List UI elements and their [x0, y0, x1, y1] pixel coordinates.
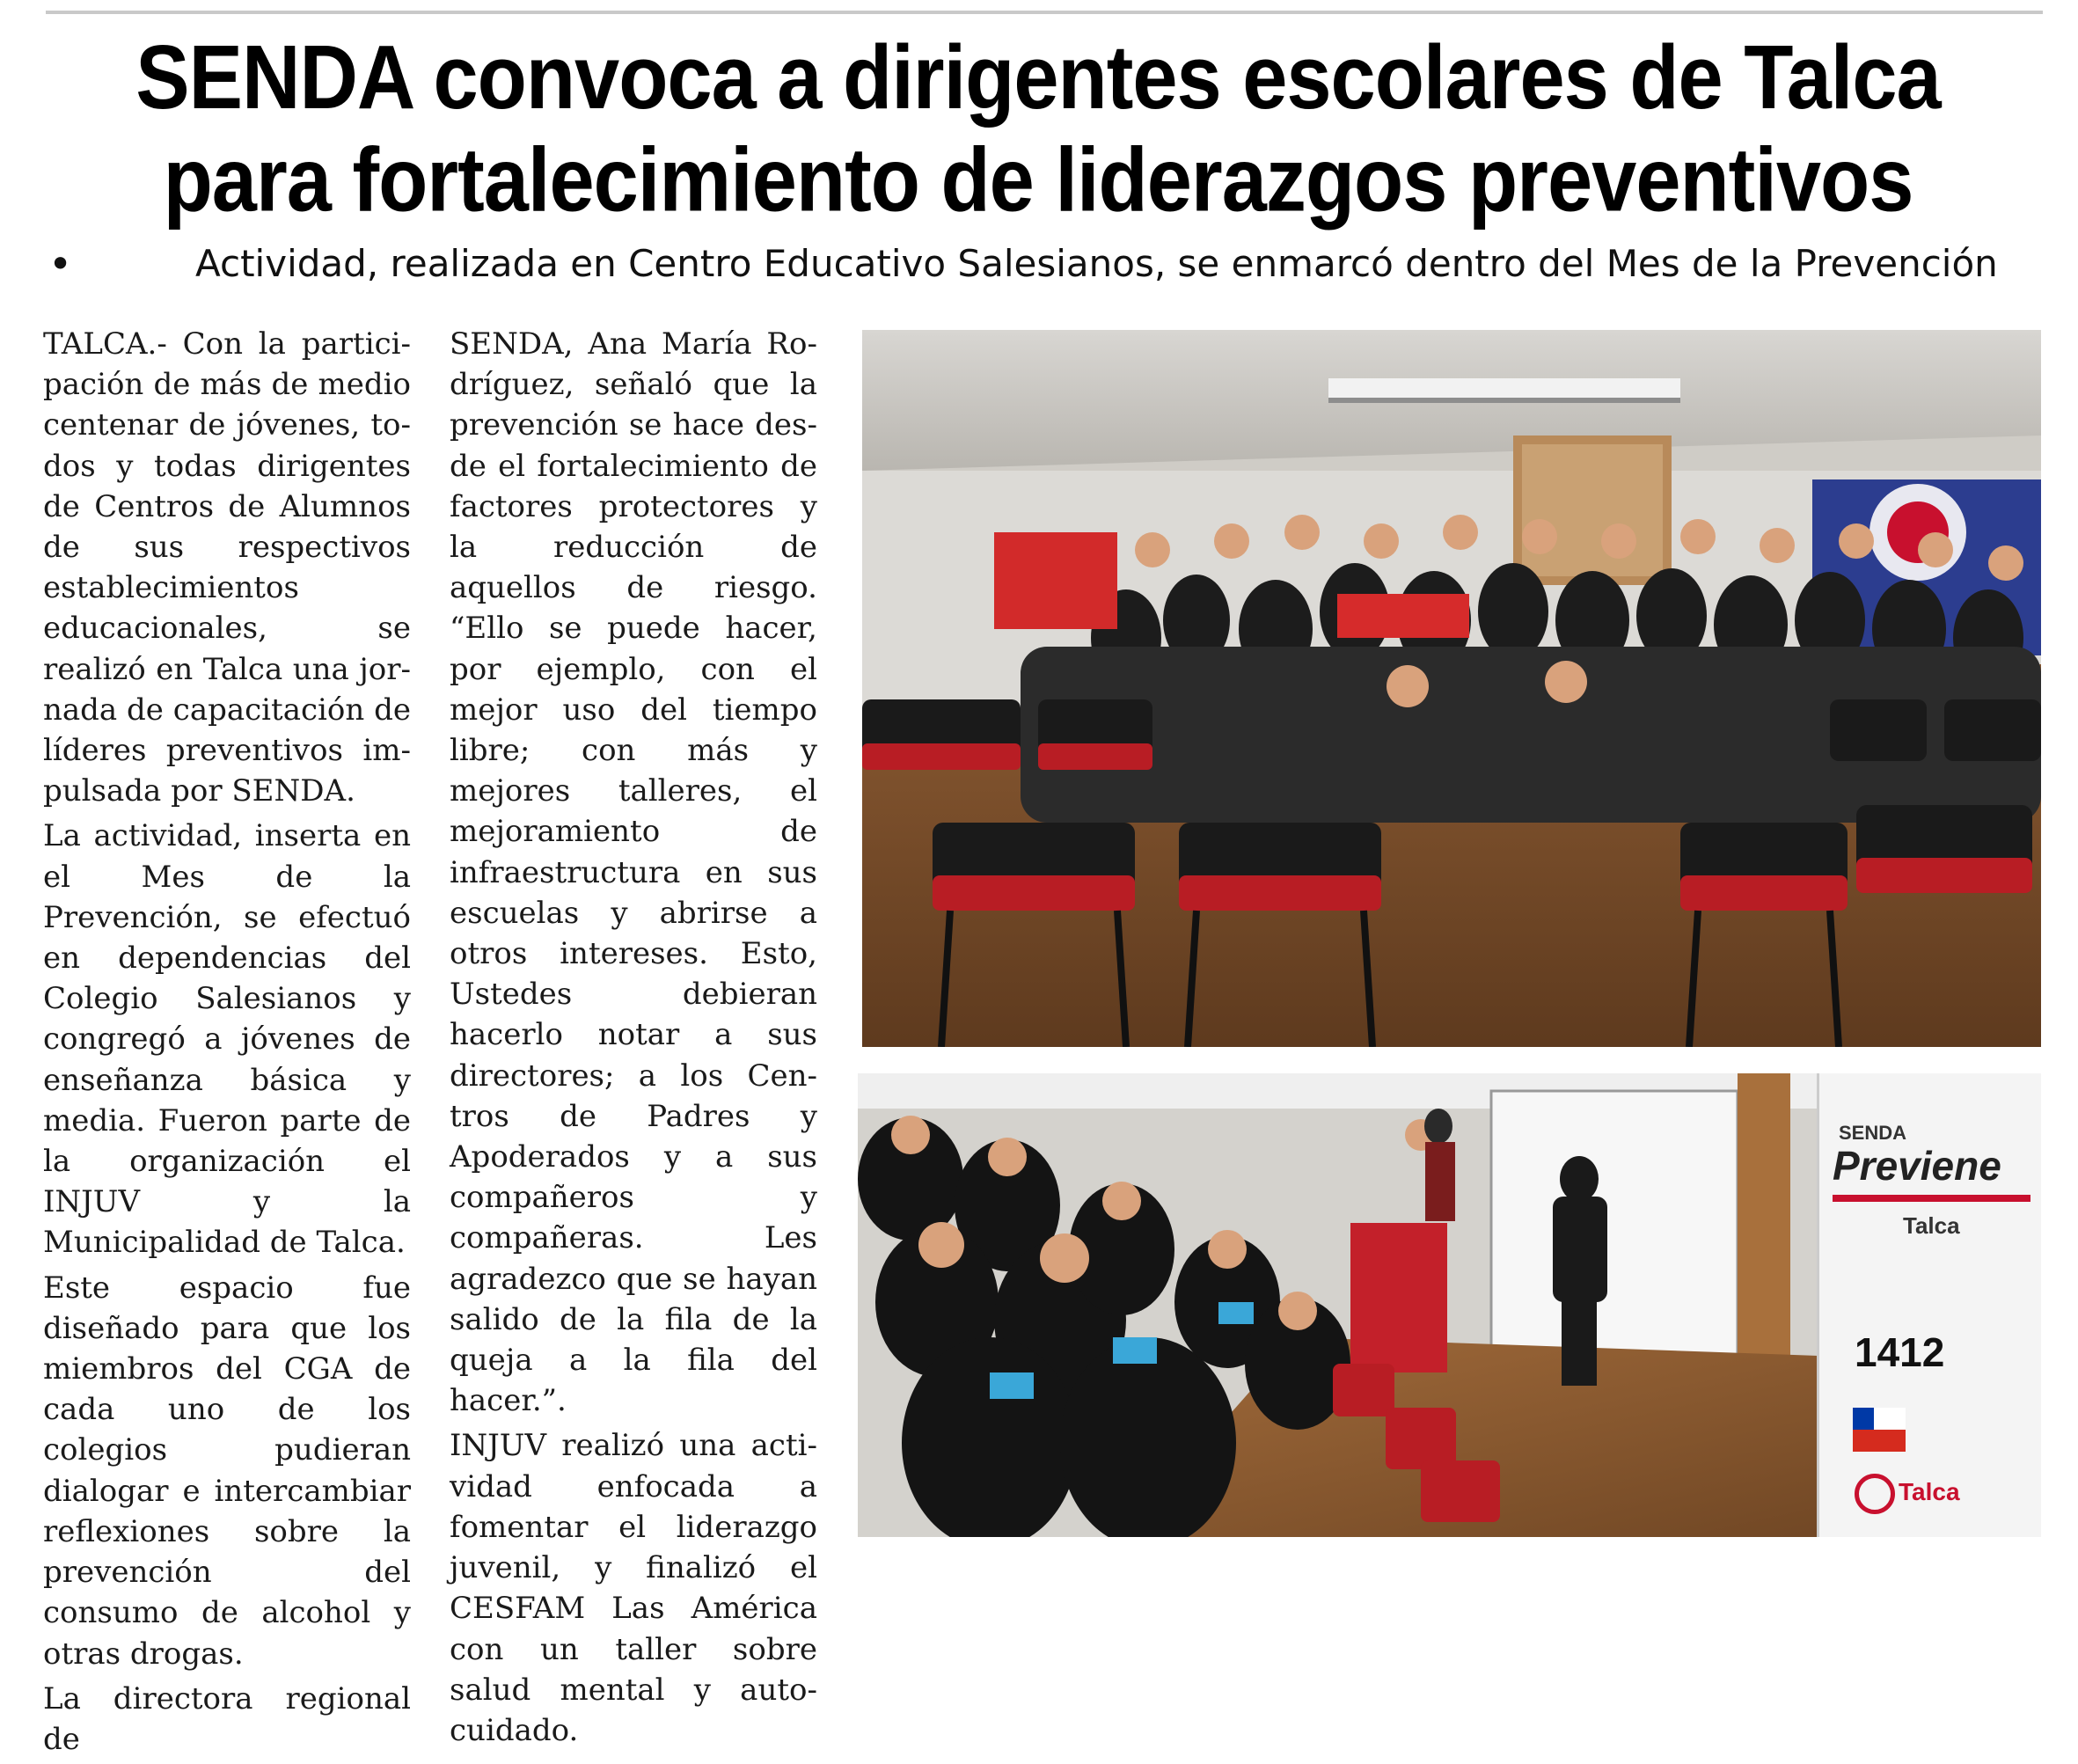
- headline-line-2: para fortalecimiento de liderazgos preventivos: [163, 129, 1913, 231]
- bullet-icon: •: [48, 240, 73, 288]
- paragraph: La actividad, inserta en el Mes de la Prevención, se efectuó en dependencias del Colegio Salesianos y congregó a jóvenes de enseñanza básica y media. Fueron parte de la organización el INJUV y la Municipalidad de Talca.: [43, 818, 411, 1261]
- banner-phone: 1412: [1855, 1329, 1945, 1375]
- paragraph: SENDA, Ana María Rodríguez, señaló que la prevención se hace desde el fortalecimiento de factores protectores y la reducción de aquellos de riesgo. “Ello se puede hacer, por ejemplo, con el mejor uso del tiempo libre; con más y mejores talleres, el mejoramiento de infraestructura en sus escuelas y abrirse a otros intereses. Esto, Ustedes debieran hacerlo notar a sus directores; a los Centros de Padres y Apoderados y a sus compañeros y compañeras. Les agradezco que se hayan salido de la fila de la queja a la fila del hacer.”.: [450, 326, 817, 1419]
- talca-logo-icon: [1855, 1474, 1895, 1514]
- classroom-photo: [858, 1073, 2041, 1537]
- paragraph: Este espacio fue diseñado para que los miembros del CGA de cada uno de los colegios pudieran dialogar e intercambiar reflexiones sobre la prevención del consumo de alcohol y otras drogas.: [43, 1270, 411, 1672]
- headline: [53, 26, 2023, 231]
- article-column-2: [450, 324, 817, 1755]
- senda-previene-banner: [1817, 1073, 2041, 1537]
- banner-underline: [1833, 1195, 2030, 1202]
- banner-city: Talca: [1903, 1212, 1960, 1239]
- banner-logo-text: Talca: [1899, 1478, 1960, 1505]
- top-rule: [46, 11, 2043, 14]
- group-photo: [862, 330, 2041, 1047]
- paragraph: La directora regional de: [43, 1680, 411, 1757]
- group-photo-illustration: [862, 330, 2041, 1047]
- article-column-1: [43, 324, 411, 1764]
- banner-title: Previene: [1833, 1143, 2001, 1189]
- headline-line-1: SENDA convoca a dirigentes escolares de Talca: [135, 27, 1941, 128]
- flag-icon: [1853, 1408, 1906, 1452]
- paragraph: INJUV realizó una actividad enfocada a fomentar el liderazgo juvenil, y finalizó el CESFAM Las América con un taller sobre salud mental y autocuidado.: [450, 1428, 817, 1748]
- subheadline: [48, 238, 2037, 290]
- banner-brand: SENDA: [1839, 1122, 1907, 1144]
- paragraph: TALCA.- Con la participación de más de medio centenar de jóvenes, todos y todas dirigentes de Centros de Alumnos de sus respectivos establecimientos educacionales, se realizó en Talca una jornada de capacitación de líderes preventivos impulsada por SENDA.: [43, 326, 411, 809]
- subheadline-text: Actividad, realizada en Centro Educativo Salesianos, se enmarcó dentro del Mes de la Prevención: [195, 242, 1998, 285]
